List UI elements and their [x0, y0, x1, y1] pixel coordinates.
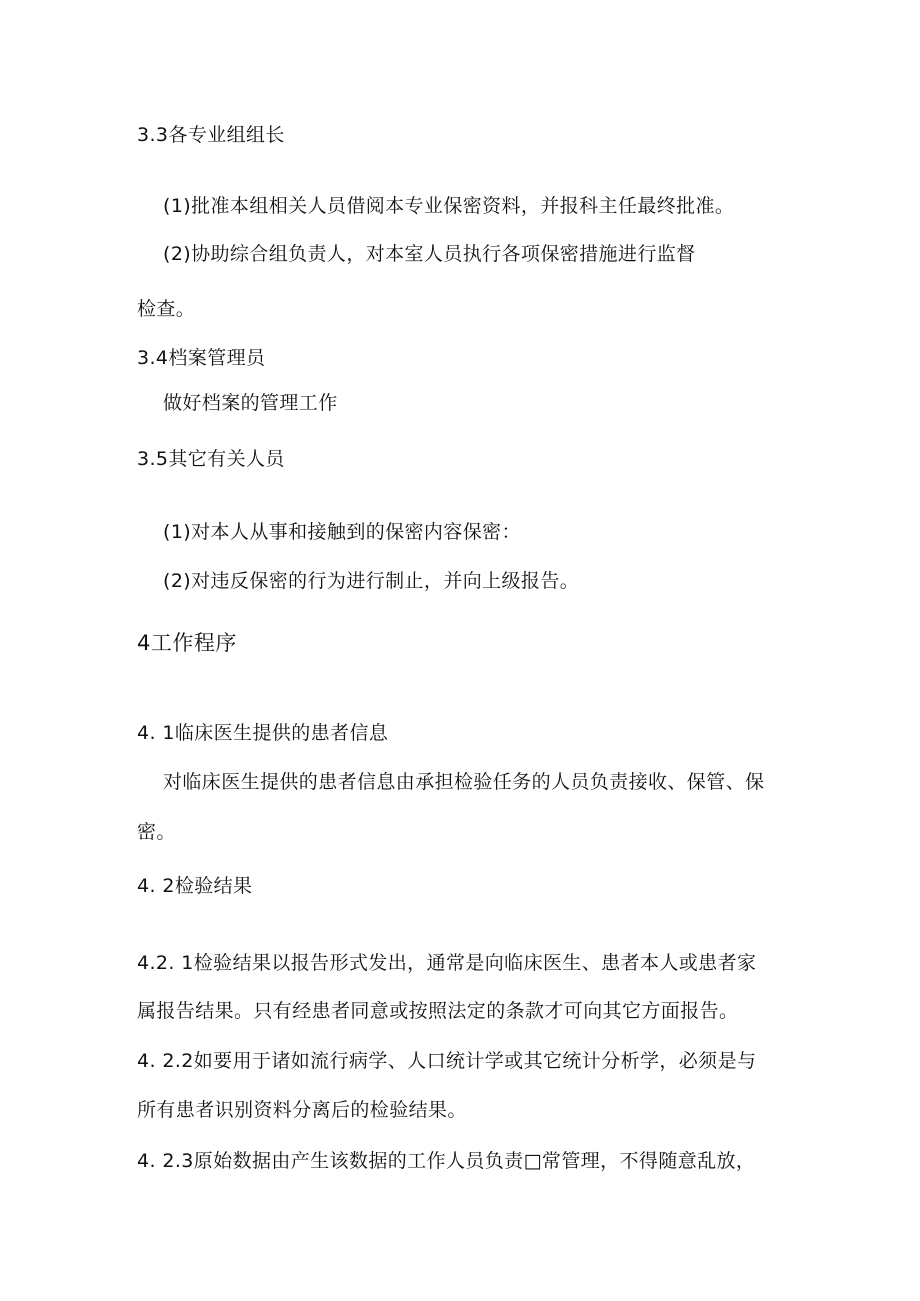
paragraph-3-3-2-cont: 检查。: [137, 298, 196, 320]
paragraph-3-5-1: (1)对本人从事和接触到的保密内容保密：: [163, 521, 521, 543]
section-heading-3-3: 3.3各专业组组长: [137, 124, 285, 146]
paragraph-4-2-1-cont: 属报告结果。只有经患者同意或按照法定的条款才可向其它方面报告。: [137, 1000, 739, 1022]
section-heading-4-2: 4. 2检验结果: [137, 875, 253, 897]
paragraph-3-3-2: (2)协助综合组负责人，对本室人员执行各项保密措施进行监督: [163, 243, 696, 265]
paragraph-3-4: 做好档案的管理工作: [163, 392, 338, 414]
paragraph-3-5-2: (2)对违反保密的行为进行制止，并向上级报告。: [163, 570, 580, 592]
paragraph-4-2-2: 4. 2.2如要用于诸如流行病学、人口统计学或其它统计分析学，必须是与: [137, 1050, 757, 1072]
section-heading-3-4: 3.4档案管理员: [137, 347, 266, 369]
paragraph-4-2-3: 4. 2.3原始数据由产生该数据的工作人员负责□常管理，不得随意乱放，: [137, 1150, 756, 1172]
section-heading-4-1: 4. 1临床医生提供的患者信息: [137, 722, 389, 744]
section-heading-3-5: 3.5其它有关人员: [137, 448, 285, 470]
paragraph-4-2-1: 4.2. 1检验结果以报告形式发出，通常是向临床医生、患者本人或患者家: [137, 952, 757, 974]
paragraph-4-1-cont: 密。: [137, 821, 176, 843]
paragraph-4-1: 对临床医生提供的患者信息由承担检验任务的人员负责接收、保管、保: [163, 771, 765, 793]
paragraph-4-2-2-cont: 所有患者识别资料分离后的检验结果。: [137, 1099, 467, 1121]
paragraph-3-3-1: (1)批准本组相关人员借阅本专业保密资料，并报科主任最终批准。: [163, 195, 735, 217]
chapter-heading-4: 4工作程序: [137, 631, 237, 655]
